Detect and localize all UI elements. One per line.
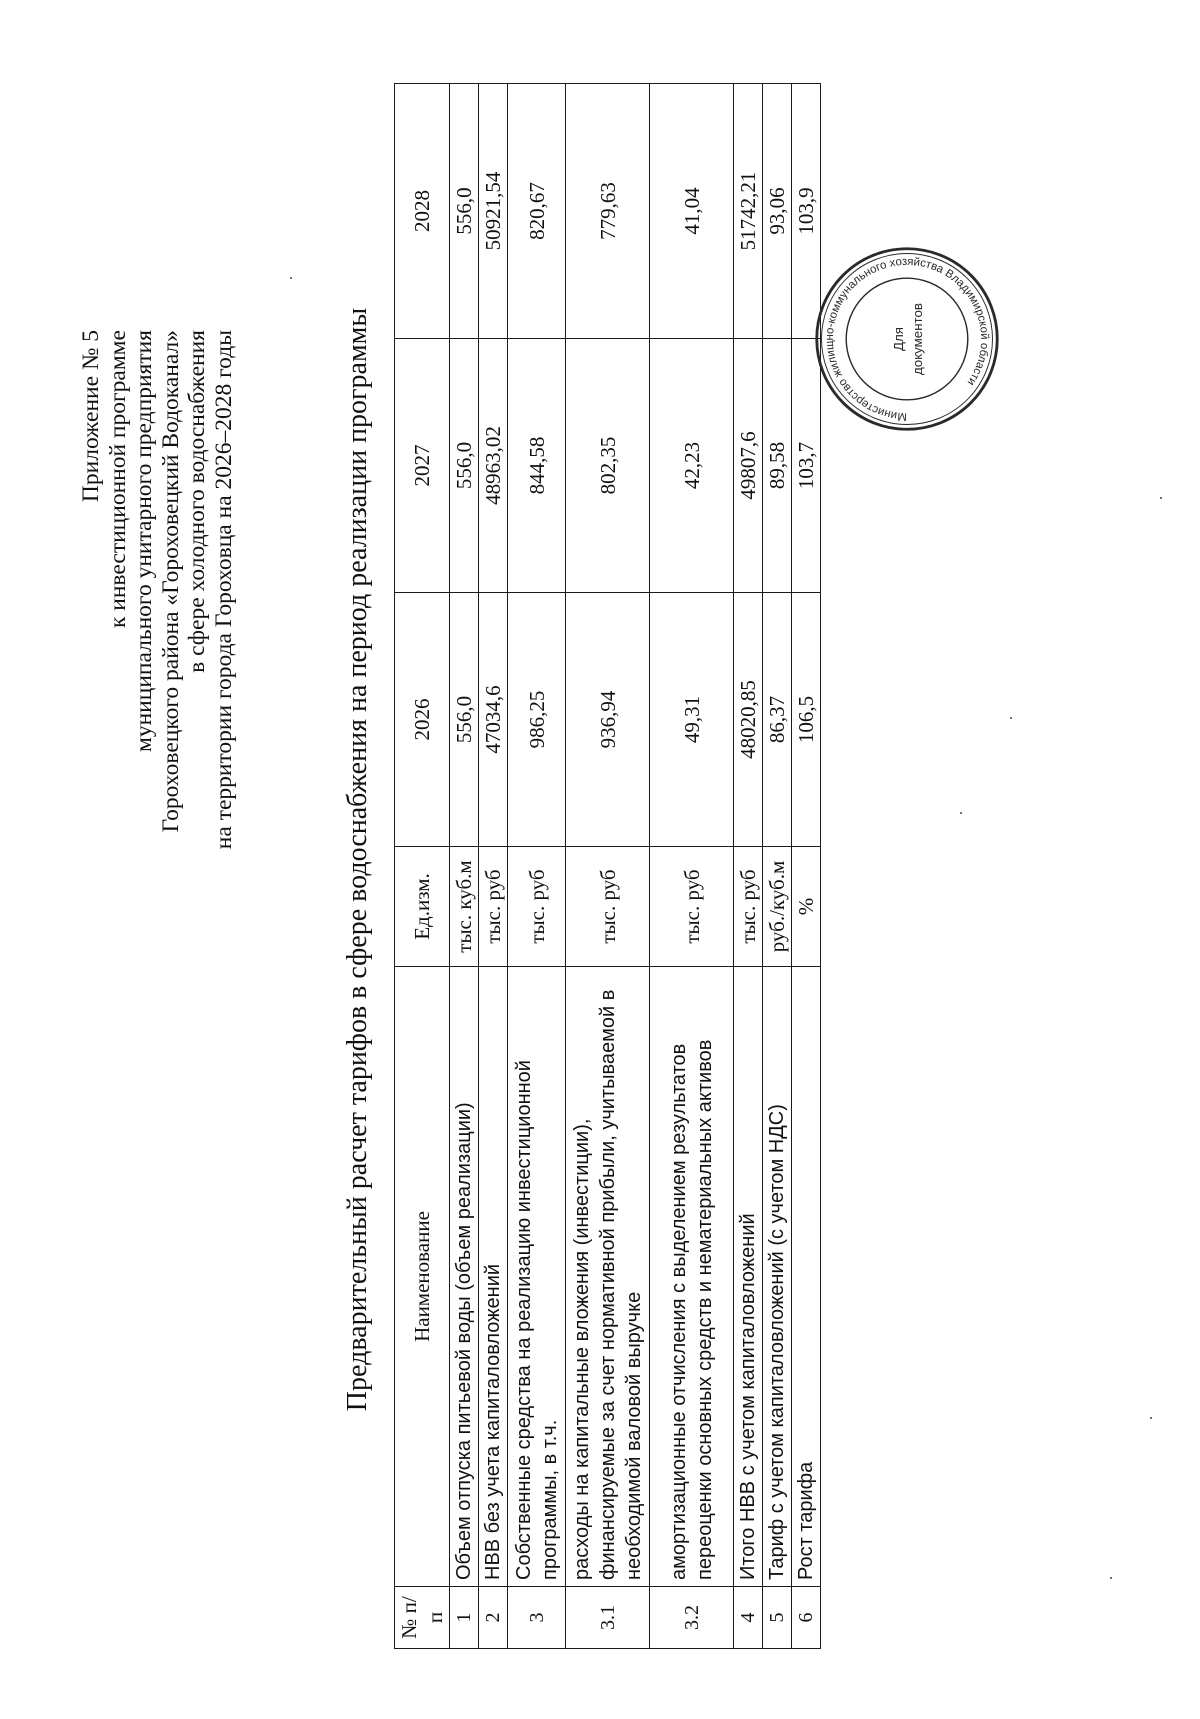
- header-year-2026: 2026: [395, 593, 450, 847]
- row-value-2027: 844,58: [508, 339, 566, 593]
- table-row: [763, 84, 792, 1649]
- row-unit: тыс. руб: [508, 847, 566, 967]
- row-name: Итого НВВ с учетом капиталовложений: [734, 967, 763, 1587]
- row-unit: тыс. куб.м: [450, 847, 479, 967]
- row-number: 6: [792, 1587, 821, 1649]
- scan-speck: [1010, 717, 1012, 719]
- header-year-2028: 2028: [395, 84, 450, 339]
- stamp-outer-ring-thin: [822, 254, 993, 425]
- row-name: амортизационные отчисления с выделением результатов переоценки основных средств и нематериальных активов: [650, 967, 734, 1587]
- row-value-2027: 48963,02: [479, 339, 508, 593]
- table-row: [734, 84, 763, 1649]
- row-value-2026: 556,0: [450, 593, 479, 847]
- row-value-2026: 49,31: [650, 593, 734, 847]
- row-number: 5: [763, 1587, 792, 1649]
- stamp-inner-ring: [846, 278, 968, 400]
- scan-speck: [1150, 1417, 1152, 1419]
- header-name: Наименование: [395, 967, 450, 1587]
- header-unit: Ед.изм.: [395, 847, 450, 967]
- row-number: 2: [479, 1587, 508, 1649]
- appendix-line: Приложение № 5: [78, 330, 104, 503]
- row-value-2026: 936,94: [566, 593, 650, 847]
- appendix-line: на территории города Гороховца на 2026–2028 годы: [210, 330, 237, 850]
- row-name: расходы на капитальные вложения (инвестиции), финансируемые за счет нормативной прибыли, учитываемой в необходимой валовой выручке: [566, 967, 650, 1587]
- row-unit: тыс. руб: [734, 847, 763, 967]
- scan-speck: [960, 812, 962, 814]
- row-value-2028: 103,9: [792, 84, 821, 339]
- row-value-2028: 50921,54: [479, 84, 508, 339]
- row-value-2028: 93,06: [763, 84, 792, 339]
- row-number: 3.1: [566, 1587, 650, 1649]
- row-value-2028: 51742,21: [734, 84, 763, 339]
- row-value-2026: 48020,85: [734, 593, 763, 847]
- scan-speck: [1160, 497, 1162, 499]
- row-value-2027: 802,35: [566, 339, 650, 593]
- row-unit: тыс. руб: [650, 847, 734, 967]
- table-row: [566, 84, 650, 1649]
- row-number: 1: [450, 1587, 479, 1649]
- row-value-2028: 820,67: [508, 84, 566, 339]
- row-name: Рост тарифа: [792, 967, 821, 1587]
- row-name: Собственные средства на реализацию инвестиционной программы, в т.ч.: [508, 967, 566, 1587]
- appendix-header: [78, 330, 237, 1090]
- table-row: [650, 84, 734, 1649]
- row-name: Тариф с учетом капиталовложений (с учетом НДС): [763, 967, 792, 1587]
- row-unit: руб./куб.м: [763, 847, 792, 967]
- table-row: [479, 84, 508, 1649]
- row-number: 3: [508, 1587, 566, 1649]
- appendix-line: к инвестиционной программе: [104, 330, 131, 629]
- row-number: 4: [734, 1587, 763, 1649]
- table-header-row: [395, 84, 450, 1649]
- row-value-2027: 89,58: [763, 339, 792, 593]
- row-unit: %: [792, 847, 821, 967]
- appendix-line: Гороховецкого района «Гороховецкий Водоканал»: [157, 330, 184, 833]
- tariff-table: [394, 83, 821, 1649]
- row-value-2028: 556,0: [450, 84, 479, 339]
- table-row: [450, 84, 479, 1649]
- row-unit: тыс. руб: [479, 847, 508, 967]
- row-value-2028: 779,63: [566, 84, 650, 339]
- stamp-inner-line: Для: [891, 327, 907, 351]
- row-value-2027: 103,7: [792, 339, 821, 593]
- row-number: 3.2: [650, 1587, 734, 1649]
- row-value-2028: 41,04: [650, 84, 734, 339]
- row-value-2026: 86,37: [763, 593, 792, 847]
- scan-speck: [1110, 1577, 1112, 1579]
- row-value-2026: 106,5: [792, 593, 821, 847]
- row-name: НВВ без учета капиталовложений: [479, 967, 508, 1587]
- row-value-2026: 986,25: [508, 593, 566, 847]
- stamp-outer-text: [824, 256, 990, 422]
- row-unit: тыс. руб: [566, 847, 650, 967]
- table-row: [508, 84, 566, 1649]
- stamp-outer-text-path: Министерство жилищно-коммунального хозяйства Владимирской области: [823, 255, 991, 423]
- appendix-line: муниципального унитарного предприятия: [131, 330, 157, 753]
- appendix-line: в сфере холодного водоснабжения: [184, 330, 210, 673]
- header-number: № п/п: [395, 1587, 450, 1649]
- scan-speck: [290, 277, 292, 279]
- row-name: Объем отпуска питьевой воды (объем реализации): [450, 967, 479, 1587]
- row-value-2027: 42,23: [650, 339, 734, 593]
- stamp-inner-line: документов: [910, 303, 926, 375]
- header-year-2027: 2027: [395, 339, 450, 593]
- row-value-2027: 556,0: [450, 339, 479, 593]
- document-title: Предварительный расчет тарифов в сфере водоснабжения на период реализации программы: [342, 307, 373, 1412]
- row-value-2027: 49807,6: [734, 339, 763, 593]
- official-stamp: [812, 244, 1002, 434]
- row-value-2026: 47034,6: [479, 593, 508, 847]
- stamp-outer-ring: [817, 249, 998, 430]
